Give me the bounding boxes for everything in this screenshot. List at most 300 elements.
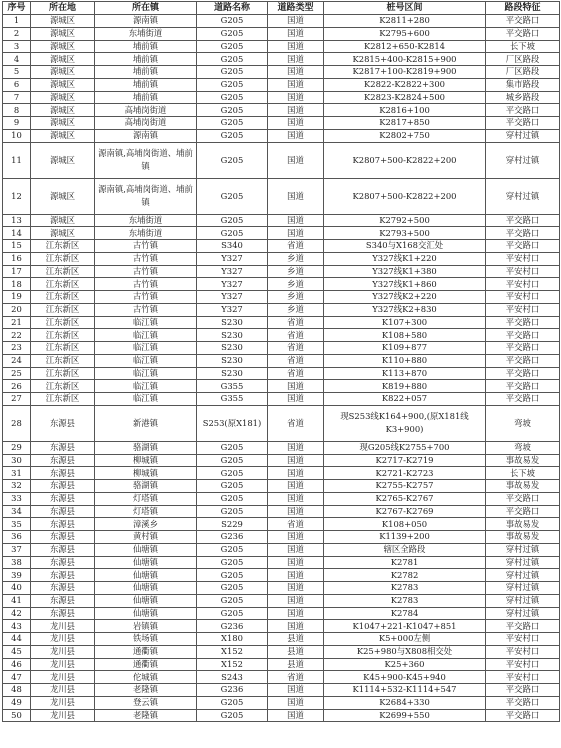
- table-row: [3, 405, 560, 441]
- cell-index: 13: [3, 214, 31, 227]
- cell-location: 东源县: [31, 531, 95, 544]
- cell-town: 灯塔镇: [95, 492, 197, 505]
- cell-location: 源城区: [31, 142, 95, 178]
- cell-road-type: 县道: [268, 658, 324, 671]
- cell-section-feature: 穿村过镇: [486, 594, 560, 607]
- cell-road-name: G355: [197, 393, 268, 406]
- cell-road-type: 乡道: [268, 303, 324, 316]
- cell-town: 高埔岗街道: [95, 104, 197, 117]
- cell-stake-range: K2721-K2723: [324, 467, 486, 480]
- cell-location: 江东新区: [31, 367, 95, 380]
- cell-section-feature: 穿村过镇: [486, 129, 560, 142]
- cell-location: 龙川县: [31, 620, 95, 633]
- table-row: [3, 53, 560, 66]
- cell-index: 6: [3, 78, 31, 91]
- cell-road-name: G205: [197, 214, 268, 227]
- cell-town: 古竹镇: [95, 303, 197, 316]
- cell-road-name: S230: [197, 342, 268, 355]
- cell-location: 东源县: [31, 467, 95, 480]
- cell-section-feature: 平安村口: [486, 252, 560, 265]
- cell-town: 通衢镇: [95, 645, 197, 658]
- cell-town: 古竹镇: [95, 252, 197, 265]
- cell-town: 源南镇: [95, 129, 197, 142]
- cell-road-name: G236: [197, 620, 268, 633]
- cell-road-name: S230: [197, 354, 268, 367]
- cell-town: 埔前镇: [95, 40, 197, 53]
- cell-town: 佗城镇: [95, 671, 197, 684]
- cell-stake-range: K2811+280: [324, 15, 486, 28]
- cell-road-name: G205: [197, 492, 268, 505]
- cell-section-feature: 平安村口: [486, 658, 560, 671]
- table-row: [3, 354, 560, 367]
- cell-location: 龙川县: [31, 696, 95, 709]
- cell-town: 源南镇,高埔岗街道、埔前镇: [95, 178, 197, 214]
- cell-road-type: 乡道: [268, 265, 324, 278]
- cell-stake-range: K45+900-K45+940: [324, 671, 486, 684]
- cell-road-name: G205: [197, 556, 268, 569]
- cell-road-name: G205: [197, 117, 268, 130]
- cell-road-type: 国道: [268, 142, 324, 178]
- cell-road-name: G205: [197, 104, 268, 117]
- cell-road-type: 国道: [268, 531, 324, 544]
- cell-index: 32: [3, 480, 31, 493]
- cell-index: 18: [3, 278, 31, 291]
- cell-road-name: S229: [197, 518, 268, 531]
- table-row: [3, 78, 560, 91]
- cell-index: 39: [3, 569, 31, 582]
- cell-index: 3: [3, 40, 31, 53]
- cell-stake-range: K2802+750: [324, 129, 486, 142]
- header-index: 序号: [3, 2, 31, 15]
- cell-index: 44: [3, 633, 31, 646]
- cell-road-name: X180: [197, 633, 268, 646]
- cell-section-feature: 平交路口: [486, 492, 560, 505]
- table-row: [3, 129, 560, 142]
- cell-section-feature: 平交路口: [486, 380, 560, 393]
- cell-section-feature: 事故易发: [486, 531, 560, 544]
- cell-town: 东埔街道: [95, 27, 197, 40]
- cell-road-type: 国道: [268, 582, 324, 595]
- cell-location: 东源县: [31, 492, 95, 505]
- cell-road-type: 国道: [268, 380, 324, 393]
- cell-section-feature: 平交路口: [486, 329, 560, 342]
- cell-road-name: G205: [197, 441, 268, 454]
- cell-section-feature: 平交路口: [486, 117, 560, 130]
- cell-road-type: 省道: [268, 240, 324, 253]
- cell-section-feature: 穿村过镇: [486, 607, 560, 620]
- cell-stake-range: K2792+500: [324, 214, 486, 227]
- cell-index: 28: [3, 405, 31, 441]
- cell-index: 19: [3, 291, 31, 304]
- cell-road-type: 国道: [268, 91, 324, 104]
- cell-road-name: Y327: [197, 291, 268, 304]
- cell-road-name: G205: [197, 53, 268, 66]
- cell-section-feature: 平安村口: [486, 633, 560, 646]
- cell-road-type: 乡道: [268, 252, 324, 265]
- cell-town: 埔前镇: [95, 66, 197, 79]
- table-row: [3, 709, 560, 722]
- cell-road-type: 国道: [268, 27, 324, 40]
- cell-index: 16: [3, 252, 31, 265]
- cell-road-type: 国道: [268, 454, 324, 467]
- table-row: [3, 556, 560, 569]
- cell-road-name: Y327: [197, 265, 268, 278]
- cell-index: 33: [3, 492, 31, 505]
- cell-section-feature: 平交路口: [486, 342, 560, 355]
- cell-section-feature: 平交路口: [486, 104, 560, 117]
- table-row: [3, 227, 560, 240]
- cell-town: 柳城镇: [95, 467, 197, 480]
- cell-location: 东源县: [31, 454, 95, 467]
- cell-town: 柳城镇: [95, 454, 197, 467]
- cell-index: 2: [3, 27, 31, 40]
- cell-index: 49: [3, 696, 31, 709]
- cell-road-name: Y327: [197, 252, 268, 265]
- cell-stake-range: K25+360: [324, 658, 486, 671]
- cell-stake-range: K1139+200: [324, 531, 486, 544]
- cell-index: 48: [3, 684, 31, 697]
- cell-town: 黄村镇: [95, 531, 197, 544]
- table-row: [3, 594, 560, 607]
- cell-section-feature: 平安村口: [486, 671, 560, 684]
- cell-location: 江东新区: [31, 240, 95, 253]
- cell-location: 东源县: [31, 569, 95, 582]
- cell-section-feature: 集市路段: [486, 78, 560, 91]
- table-row: [3, 393, 560, 406]
- cell-stake-range: K2816+100: [324, 104, 486, 117]
- cell-location: 东源县: [31, 505, 95, 518]
- cell-location: 东源县: [31, 582, 95, 595]
- cell-location: 源城区: [31, 214, 95, 227]
- cell-location: 源城区: [31, 40, 95, 53]
- cell-stake-range: K2684+330: [324, 696, 486, 709]
- header-section-feature: 路段特征: [486, 2, 560, 15]
- cell-section-feature: 弯坡: [486, 405, 560, 441]
- table-row: [3, 367, 560, 380]
- cell-location: 源城区: [31, 78, 95, 91]
- cell-town: 铁场镇: [95, 633, 197, 646]
- header-road-type: 道路类型: [268, 2, 324, 15]
- table-row: [3, 117, 560, 130]
- cell-index: 38: [3, 556, 31, 569]
- cell-road-type: 国道: [268, 53, 324, 66]
- cell-location: 源城区: [31, 129, 95, 142]
- cell-location: 源城区: [31, 104, 95, 117]
- cell-stake-range: K2755-K2757: [324, 480, 486, 493]
- cell-stake-range: K2699+550: [324, 709, 486, 722]
- cell-road-type: 国道: [268, 214, 324, 227]
- table-row: [3, 303, 560, 316]
- cell-stake-range: K822+057: [324, 393, 486, 406]
- cell-town: 古竹镇: [95, 278, 197, 291]
- cell-stake-range: K2783: [324, 594, 486, 607]
- cell-road-type: 县道: [268, 645, 324, 658]
- cell-stake-range: K2767-K2769: [324, 505, 486, 518]
- cell-location: 源城区: [31, 227, 95, 240]
- cell-stake-range: K2817+100-K2819+900: [324, 66, 486, 79]
- cell-stake-range: K819+880: [324, 380, 486, 393]
- cell-town: 埔前镇: [95, 78, 197, 91]
- cell-stake-range: K2781: [324, 556, 486, 569]
- table-row: [3, 329, 560, 342]
- cell-stake-range: K110+880: [324, 354, 486, 367]
- cell-section-feature: 平交路口: [486, 214, 560, 227]
- cell-road-type: 国道: [268, 492, 324, 505]
- cell-road-type: 省道: [268, 367, 324, 380]
- cell-road-name: G205: [197, 66, 268, 79]
- cell-index: 36: [3, 531, 31, 544]
- cell-road-type: 国道: [268, 40, 324, 53]
- cell-location: 江东新区: [31, 316, 95, 329]
- cell-town: 老隆镇: [95, 684, 197, 697]
- cell-town: 临江镇: [95, 380, 197, 393]
- table-row: [3, 543, 560, 556]
- cell-road-name: S243: [197, 671, 268, 684]
- cell-index: 31: [3, 467, 31, 480]
- cell-section-feature: 穿村过镇: [486, 569, 560, 582]
- cell-stake-range: K109+877: [324, 342, 486, 355]
- cell-road-type: 乡道: [268, 291, 324, 304]
- cell-town: 老隆镇: [95, 709, 197, 722]
- cell-stake-range: K2717-K2719: [324, 454, 486, 467]
- cell-index: 1: [3, 15, 31, 28]
- cell-stake-range: K1047+221-K1047+851: [324, 620, 486, 633]
- table-row: [3, 467, 560, 480]
- cell-location: 东源县: [31, 556, 95, 569]
- cell-location: 龙川县: [31, 658, 95, 671]
- cell-town: 临江镇: [95, 316, 197, 329]
- cell-location: 源城区: [31, 178, 95, 214]
- cell-index: 35: [3, 518, 31, 531]
- cell-town: 埔前镇: [95, 91, 197, 104]
- cell-road-name: X152: [197, 658, 268, 671]
- cell-section-feature: 厂区路段: [486, 66, 560, 79]
- cell-section-feature: 平交路口: [486, 316, 560, 329]
- cell-road-type: 乡道: [268, 278, 324, 291]
- road-table-container: [2, 1, 559, 722]
- cell-road-name: Y327: [197, 278, 268, 291]
- cell-index: 29: [3, 441, 31, 454]
- cell-section-feature: 事故易发: [486, 518, 560, 531]
- cell-road-type: 国道: [268, 129, 324, 142]
- table-row: [3, 178, 560, 214]
- cell-section-feature: 平安村口: [486, 303, 560, 316]
- table-row: [3, 441, 560, 454]
- cell-road-type: 省道: [268, 342, 324, 355]
- cell-stake-range: K113+870: [324, 367, 486, 380]
- table-row: [3, 27, 560, 40]
- cell-town: 仙塘镇: [95, 594, 197, 607]
- cell-road-type: 国道: [268, 104, 324, 117]
- cell-location: 龙川县: [31, 645, 95, 658]
- table-row: [3, 40, 560, 53]
- cell-index: 41: [3, 594, 31, 607]
- cell-road-type: 省道: [268, 671, 324, 684]
- cell-section-feature: 事故易发: [486, 480, 560, 493]
- cell-index: 7: [3, 91, 31, 104]
- cell-index: 8: [3, 104, 31, 117]
- cell-section-feature: 平安村口: [486, 291, 560, 304]
- table-row: [3, 214, 560, 227]
- table-row: [3, 265, 560, 278]
- cell-road-type: 国道: [268, 393, 324, 406]
- cell-town: 仙塘镇: [95, 582, 197, 595]
- cell-index: 24: [3, 354, 31, 367]
- cell-road-name: G205: [197, 582, 268, 595]
- cell-stake-range: 现G205线K2755+700: [324, 441, 486, 454]
- table-row: [3, 278, 560, 291]
- cell-location: 龙川县: [31, 684, 95, 697]
- header-stake-range: 桩号区间: [324, 2, 486, 15]
- cell-stake-range: K108+050: [324, 518, 486, 531]
- cell-road-type: 国道: [268, 480, 324, 493]
- cell-road-type: 国道: [268, 78, 324, 91]
- cell-section-feature: 平交路口: [486, 684, 560, 697]
- cell-index: 27: [3, 393, 31, 406]
- table-row: [3, 633, 560, 646]
- cell-road-name: G205: [197, 454, 268, 467]
- table-row: [3, 607, 560, 620]
- cell-section-feature: 平安村口: [486, 278, 560, 291]
- table-row: [3, 380, 560, 393]
- cell-town: 源南镇: [95, 15, 197, 28]
- cell-index: 34: [3, 505, 31, 518]
- cell-section-feature: 平交路口: [486, 227, 560, 240]
- table-row: [3, 671, 560, 684]
- cell-town: 临江镇: [95, 354, 197, 367]
- cell-town: 临江镇: [95, 342, 197, 355]
- cell-town: 通衢镇: [95, 658, 197, 671]
- cell-road-name: S340: [197, 240, 268, 253]
- header-road-name: 道路名称: [197, 2, 268, 15]
- cell-index: 17: [3, 265, 31, 278]
- cell-location: 江东新区: [31, 393, 95, 406]
- cell-stake-range: Y327线K2+220: [324, 291, 486, 304]
- table-row: [3, 569, 560, 582]
- cell-road-type: 国道: [268, 709, 324, 722]
- cell-stake-range: Y327线K1+220: [324, 252, 486, 265]
- cell-road-name: S230: [197, 329, 268, 342]
- cell-location: 江东新区: [31, 291, 95, 304]
- cell-index: 11: [3, 142, 31, 178]
- cell-road-name: G205: [197, 178, 268, 214]
- cell-road-name: G205: [197, 505, 268, 518]
- cell-road-name: G205: [197, 709, 268, 722]
- cell-road-name: G205: [197, 40, 268, 53]
- cell-road-type: 省道: [268, 316, 324, 329]
- cell-index: 23: [3, 342, 31, 355]
- cell-town: 古竹镇: [95, 240, 197, 253]
- cell-index: 30: [3, 454, 31, 467]
- cell-stake-range: K2823-K2824+500: [324, 91, 486, 104]
- cell-index: 43: [3, 620, 31, 633]
- cell-stake-range: K25+980与X808相交处: [324, 645, 486, 658]
- cell-road-name: S230: [197, 367, 268, 380]
- cell-road-name: G205: [197, 543, 268, 556]
- cell-town: 临江镇: [95, 393, 197, 406]
- cell-location: 东源县: [31, 480, 95, 493]
- cell-town: 古竹镇: [95, 291, 197, 304]
- cell-section-feature: 穿村过镇: [486, 543, 560, 556]
- cell-section-feature: 平交路口: [486, 709, 560, 722]
- cell-section-feature: 平交路口: [486, 15, 560, 28]
- cell-road-name: G355: [197, 380, 268, 393]
- cell-town: 新港镇: [95, 405, 197, 441]
- cell-index: 20: [3, 303, 31, 316]
- cell-section-feature: 平交路口: [486, 367, 560, 380]
- cell-stake-range: K2812+650-K2814: [324, 40, 486, 53]
- table-row: [3, 316, 560, 329]
- cell-stake-range: K2783: [324, 582, 486, 595]
- cell-road-type: 国道: [268, 15, 324, 28]
- cell-road-name: G205: [197, 594, 268, 607]
- table-row: [3, 684, 560, 697]
- cell-stake-range: K5+000左侧: [324, 633, 486, 646]
- cell-section-feature: 穿村过镇: [486, 178, 560, 214]
- cell-town: 灯塔镇: [95, 505, 197, 518]
- cell-stake-range: K2793+500: [324, 227, 486, 240]
- cell-stake-range: K2784: [324, 607, 486, 620]
- cell-stake-range: 辖区全路段: [324, 543, 486, 556]
- cell-location: 龙川县: [31, 709, 95, 722]
- cell-index: 26: [3, 380, 31, 393]
- cell-town: 登云镇: [95, 696, 197, 709]
- cell-road-type: 县道: [268, 633, 324, 646]
- cell-location: 源城区: [31, 27, 95, 40]
- cell-road-name: G205: [197, 78, 268, 91]
- cell-section-feature: 平交路口: [486, 620, 560, 633]
- cell-town: 临江镇: [95, 329, 197, 342]
- cell-location: 江东新区: [31, 265, 95, 278]
- cell-road-name: G205: [197, 91, 268, 104]
- cell-index: 25: [3, 367, 31, 380]
- cell-stake-range: Y327线K1+860: [324, 278, 486, 291]
- header-town: 所在镇: [95, 2, 197, 15]
- table-row: [3, 492, 560, 505]
- cell-road-name: G205: [197, 607, 268, 620]
- cell-index: 42: [3, 607, 31, 620]
- cell-location: 源城区: [31, 117, 95, 130]
- cell-index: 50: [3, 709, 31, 722]
- table-row: [3, 518, 560, 531]
- cell-section-feature: 长下坡: [486, 40, 560, 53]
- cell-stake-range: K1114+532-K1114+547: [324, 684, 486, 697]
- cell-location: 江东新区: [31, 303, 95, 316]
- cell-road-name: G205: [197, 15, 268, 28]
- cell-location: 江东新区: [31, 252, 95, 265]
- cell-section-feature: 平交路口: [486, 696, 560, 709]
- cell-road-type: 国道: [268, 556, 324, 569]
- cell-road-type: 国道: [268, 607, 324, 620]
- cell-index: 46: [3, 658, 31, 671]
- cell-town: 临江镇: [95, 367, 197, 380]
- cell-location: 东源县: [31, 518, 95, 531]
- cell-location: 龙川县: [31, 633, 95, 646]
- road-section-table: [2, 1, 560, 722]
- table-row: [3, 645, 560, 658]
- cell-location: 江东新区: [31, 354, 95, 367]
- table-row: [3, 291, 560, 304]
- cell-index: 5: [3, 66, 31, 79]
- cell-section-feature: 平交路口: [486, 240, 560, 253]
- cell-index: 10: [3, 129, 31, 142]
- cell-road-name: G205: [197, 129, 268, 142]
- table-row: [3, 240, 560, 253]
- cell-stake-range: 现S253线K164+900,(原X181线K3+900): [324, 405, 486, 441]
- table-row: [3, 66, 560, 79]
- table-row: [3, 252, 560, 265]
- table-row: [3, 142, 560, 178]
